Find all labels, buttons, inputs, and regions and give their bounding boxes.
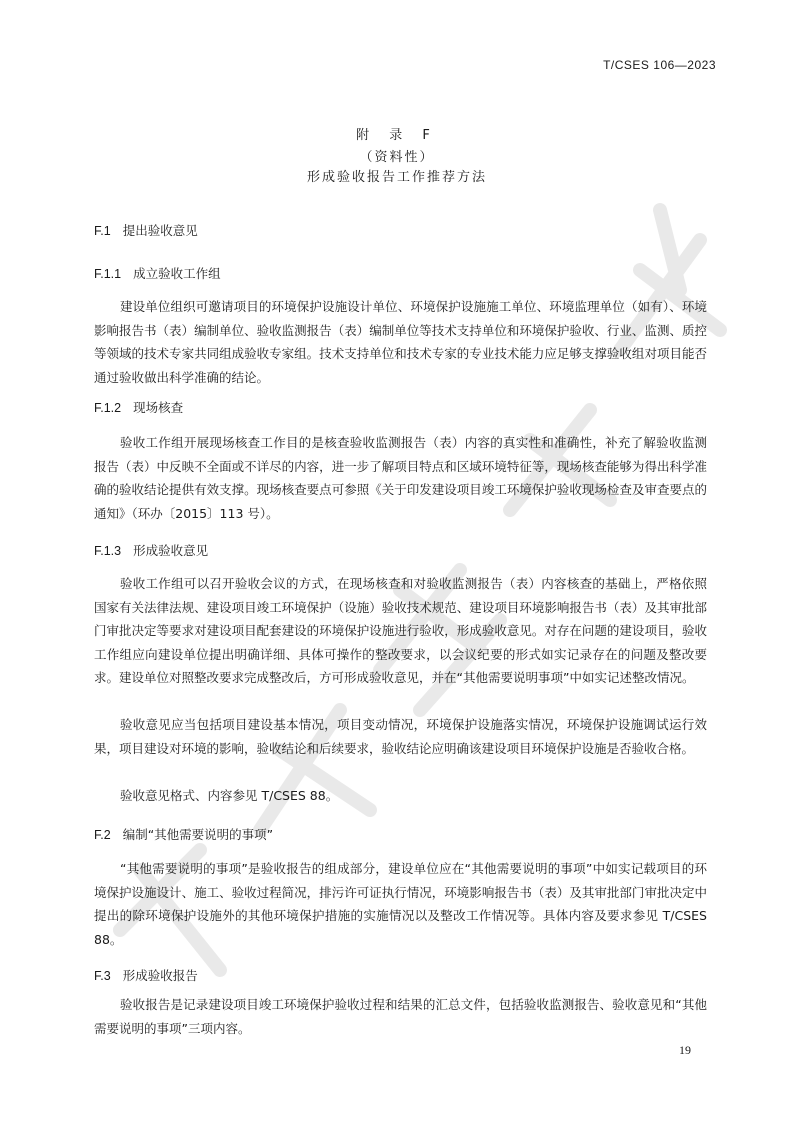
appendix-nature: （资料性） <box>359 150 435 165</box>
section-title: 编制“其他需要说明的事项” <box>122 827 274 842</box>
paragraph-f11: 建设单位组织可邀请项目的环境保护设施设计单位、环境保护设施施工单位、环境监理单位（如有）、环境影响报告书（表）编制单位、验收监测报告（表）编制单位等技术支持单位和环境保护验收、行业、监测、质控等领域的技术专家共同组成验收专家组。技术支持单位和技术专家的专业技术能力应足够支撑验收组对项目能否通过验收做出科学准确的结论。 <box>94 299 707 385</box>
section-number: F.2 <box>94 828 111 842</box>
section-title: 成立验收工作组 <box>133 266 221 281</box>
appendix-title: 形成验收报告工作推荐方法 <box>306 170 487 185</box>
section-f3-heading <box>94 966 198 984</box>
paragraph-f13-3: 验收意见格式、内容参见 T/CSES 88。 <box>120 788 339 803</box>
paragraph-f12: 验收工作组开展现场核查工作目的是核查验收监测报告（表）内容的真实性和准确性，补充了解验收监测报告（表）中反映不全面或不详尽的内容，进一步了解项目特点和区域环境特征等，现场核查能够为得出科学准确的验收结论提供有效支撑。现场核查要点可参照《关于印发建设项目竣工环境保护验收现场检查及审查要点的通知》（环办〔2015〕113 号）。 <box>94 435 707 521</box>
section-number: F.1.2 <box>94 401 122 415</box>
appendix-label: 附 录 F <box>356 128 438 143</box>
paragraph-f3: 验收报告是记录建设项目竣工环境保护验收过程和结果的汇总文件，包括验收监测报告、验收意见和“其他需要说明的事项”三项内容。 <box>94 997 707 1036</box>
section-f2-heading <box>94 825 273 843</box>
section-title: 提出验收意见 <box>122 223 198 238</box>
section-title: 形成验收报告 <box>122 968 198 983</box>
section-number: F.1 <box>94 224 111 238</box>
section-f1-heading <box>94 221 198 239</box>
section-number: F.1.3 <box>94 544 122 558</box>
section-number: F.1.1 <box>94 267 122 281</box>
section-number: F.3 <box>94 969 111 983</box>
paragraph-f13-2: 验收意见应当包括项目建设基本情况，项目变动情况，环境保护设施落实情况，环境保护设施调试运行效果，项目建设对环境的影响，验收结论和后续要求，验收结论应明确该建设项目环境保护设施是否验收合格。 <box>94 717 707 756</box>
section-title: 形成验收意见 <box>133 543 209 558</box>
section-title: 现场核查 <box>133 400 184 415</box>
section-f13-heading <box>94 541 208 559</box>
page-number: 19 <box>679 1043 691 1057</box>
section-f11-heading <box>94 264 221 282</box>
standard-code: T/CSES 106—2023 <box>603 58 716 72</box>
paragraph-f13-1: 验收工作组可以召开验收会议的方式，在现场核查和对验收监测报告（表）内容核查的基础上，严格依照国家有关法律法规、建设项目竣工环境保护（设施）验收技术规范、建设项目环境影响报告书（表）及其审批部门审批决定等要求对建设项目配套建设的环境保护设施进行验收，形成验收意见。对存在问题的建设项目，验收工作组应向建设单位提出明确详细、具体可操作的整改要求，以会议纪要的形式如实记录存在的问题及整改要求。建设单位对照整改要求完成整改后，方可形成验收意见，并在“其他需要说明事项”中如实记述整改情况。 <box>94 576 707 685</box>
section-f12-heading <box>94 398 183 416</box>
paragraph-f2: “其他需要说明的事项”是验收报告的组成部分，建设单位应在“其他需要说明的事项”中如实记载项目的环境保护设施设计、施工、验收过程简况，排污许可证执行情况，环境影响报告书（表）及其审批部门审批决定中提出的除环境保护设施外的其他环境保护措施的实施情况以及整改工作情况等。具体内容及要求参见 T/CSES 88。 <box>94 861 707 947</box>
